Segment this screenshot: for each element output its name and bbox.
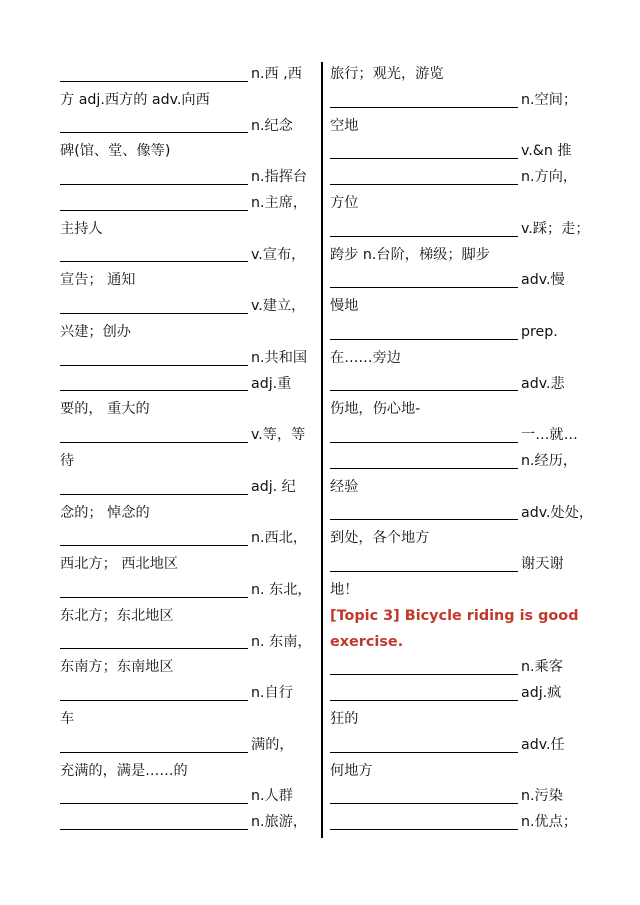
fill-in-row bbox=[330, 552, 596, 578]
definition-continuation bbox=[60, 139, 318, 165]
fill-in-row bbox=[60, 733, 318, 759]
definition-text: 慢地 bbox=[330, 298, 359, 315]
definition-text: n. 东北， bbox=[251, 581, 312, 598]
definition-text: 谢天谢 bbox=[521, 556, 564, 573]
definition-text: n.自行 bbox=[251, 685, 293, 702]
definition-continuation bbox=[60, 759, 318, 785]
definition-text: 方位 bbox=[330, 194, 359, 211]
definition-text: prep. bbox=[521, 323, 558, 340]
definition-text: 宣告； 通知 bbox=[60, 272, 136, 289]
fill-in-row bbox=[330, 320, 596, 346]
definition-text: adv.任 bbox=[521, 736, 565, 753]
answer-blank[interactable] bbox=[60, 390, 248, 391]
answer-blank[interactable] bbox=[60, 210, 248, 211]
column-divider bbox=[321, 62, 323, 838]
definition-continuation bbox=[330, 759, 596, 785]
answer-blank[interactable] bbox=[330, 829, 518, 830]
definition-continuation bbox=[330, 707, 596, 733]
fill-in-row bbox=[330, 372, 596, 398]
definition-text: 念的； 悼念的 bbox=[60, 504, 150, 521]
definition-continuation bbox=[60, 501, 318, 527]
definition-continuation bbox=[330, 578, 596, 604]
fill-in-row bbox=[330, 139, 596, 165]
fill-in-row bbox=[60, 346, 318, 372]
definition-text: 东南方；东南地区 bbox=[60, 659, 174, 676]
fill-in-row bbox=[330, 733, 596, 759]
definition-text: 地！ bbox=[330, 581, 359, 598]
answer-blank[interactable] bbox=[330, 287, 518, 288]
answer-blank[interactable] bbox=[60, 365, 248, 366]
answer-blank[interactable] bbox=[60, 184, 248, 185]
fill-in-row bbox=[60, 62, 318, 88]
definition-text: n.旅游， bbox=[251, 814, 308, 831]
fill-in-row bbox=[60, 423, 318, 449]
definition-text: n.主席， bbox=[251, 194, 308, 211]
fill-in-row bbox=[60, 784, 318, 810]
fill-in-row bbox=[330, 810, 596, 836]
definition-text: 在……旁边 bbox=[330, 349, 401, 366]
definition-text: adj.重 bbox=[251, 375, 292, 392]
answer-blank[interactable] bbox=[60, 597, 248, 598]
definition-text: 何地方 bbox=[330, 762, 373, 779]
definition-text: n.方向， bbox=[521, 169, 578, 186]
answer-blank[interactable] bbox=[60, 803, 248, 804]
fill-in-row bbox=[60, 243, 318, 269]
definition-text: n.污染 bbox=[521, 788, 563, 805]
definition-continuation bbox=[60, 217, 318, 243]
definition-text: v.等，等 bbox=[251, 427, 306, 444]
definition-text: n.空间； bbox=[521, 91, 578, 108]
definition-text: n.西北， bbox=[251, 530, 308, 547]
fill-in-row bbox=[60, 630, 318, 656]
definition-continuation bbox=[330, 397, 596, 423]
definition-continuation bbox=[330, 526, 596, 552]
definition-text: v.&n 推 bbox=[521, 143, 572, 160]
fill-in-row bbox=[60, 191, 318, 217]
definition-continuation bbox=[330, 346, 596, 372]
fill-in-row bbox=[330, 423, 596, 449]
answer-blank[interactable] bbox=[330, 803, 518, 804]
definition-text: n.指挥台 bbox=[251, 169, 308, 186]
answer-blank[interactable] bbox=[60, 829, 248, 830]
definition-text: adv.悲 bbox=[521, 375, 565, 392]
definition-text: 到处，各个地方 bbox=[330, 530, 430, 547]
definition-continuation bbox=[330, 294, 596, 320]
answer-blank[interactable] bbox=[330, 519, 518, 520]
right-column bbox=[330, 62, 596, 836]
definition-text: 一…就… bbox=[521, 427, 578, 444]
definition-text: 西北方； 西北地区 bbox=[60, 556, 179, 573]
definition-text: 东北方；东北地区 bbox=[60, 607, 174, 624]
definition-continuation bbox=[60, 552, 318, 578]
definition-continuation bbox=[330, 114, 596, 140]
definition-text: 碑(馆、堂、像等) bbox=[60, 143, 171, 160]
definition-text: v.踩；走； bbox=[521, 220, 590, 237]
fill-in-row bbox=[60, 578, 318, 604]
definition-text: 狂的 bbox=[330, 710, 359, 727]
definition-text: v.宣布， bbox=[251, 246, 306, 263]
fill-in-row bbox=[60, 681, 318, 707]
definition-continuation bbox=[60, 88, 318, 114]
definition-text: adv.处处， bbox=[521, 504, 594, 521]
definition-text: 主持人 bbox=[60, 220, 103, 237]
fill-in-row bbox=[330, 449, 596, 475]
fill-in-row bbox=[60, 165, 318, 191]
definition-continuation bbox=[60, 655, 318, 681]
definition-text: 兴建；创办 bbox=[60, 323, 131, 340]
fill-in-row bbox=[330, 268, 596, 294]
definition-text: 旅行；观光，游览 bbox=[330, 66, 444, 82]
answer-blank[interactable] bbox=[60, 442, 248, 443]
definition-text: n.经历， bbox=[521, 452, 578, 469]
fill-in-row bbox=[60, 294, 318, 320]
definition-text: n.优点； bbox=[521, 814, 578, 831]
answer-blank[interactable] bbox=[60, 700, 248, 701]
definition-continuation bbox=[60, 707, 318, 733]
answer-blank[interactable] bbox=[330, 468, 518, 469]
definition-text: n.乘客 bbox=[521, 659, 563, 676]
answer-blank[interactable] bbox=[330, 700, 518, 701]
definition-text: 满的， bbox=[251, 736, 294, 753]
definition-text: 方 adj.西方的 adv.向西 bbox=[60, 91, 210, 108]
definition-continuation bbox=[330, 62, 596, 88]
answer-blank[interactable] bbox=[330, 339, 518, 340]
answer-blank[interactable] bbox=[60, 648, 248, 649]
fill-in-row bbox=[330, 784, 596, 810]
answer-blank[interactable] bbox=[60, 81, 248, 82]
definition-text: 要的， 重大的 bbox=[60, 401, 150, 418]
definition-text: n.共和国 bbox=[251, 349, 308, 366]
definition-text: 待 bbox=[60, 452, 75, 469]
answer-blank[interactable] bbox=[60, 752, 248, 753]
definition-continuation bbox=[330, 475, 596, 501]
definition-text: 空地 bbox=[330, 117, 359, 134]
definition-text: 充满的，满是……的 bbox=[60, 762, 188, 779]
answer-blank[interactable] bbox=[60, 313, 248, 314]
definition-text: adj. 纪 bbox=[251, 478, 296, 495]
definition-text: 经验 bbox=[330, 478, 359, 495]
definition-continuation bbox=[60, 604, 318, 630]
answer-blank[interactable] bbox=[330, 236, 518, 237]
answer-blank[interactable] bbox=[60, 261, 248, 262]
definition-text: n.西 ,西 bbox=[251, 66, 302, 82]
fill-in-row bbox=[60, 114, 318, 140]
definition-text: 车 bbox=[60, 710, 75, 727]
fill-in-row bbox=[330, 165, 596, 191]
definition-continuation bbox=[330, 243, 596, 269]
answer-blank[interactable] bbox=[330, 184, 518, 185]
answer-blank[interactable] bbox=[330, 752, 518, 753]
fill-in-row bbox=[60, 372, 318, 398]
answer-blank[interactable] bbox=[330, 442, 518, 443]
left-column bbox=[60, 62, 318, 836]
definition-continuation bbox=[60, 268, 318, 294]
answer-blank[interactable] bbox=[330, 158, 518, 159]
fill-in-row bbox=[330, 88, 596, 114]
definition-text: 跨步 n.台阶，梯级；脚步 bbox=[330, 246, 490, 263]
fill-in-row bbox=[330, 501, 596, 527]
definition-continuation bbox=[60, 397, 318, 423]
definition-continuation bbox=[330, 191, 596, 217]
answer-blank[interactable] bbox=[330, 107, 518, 108]
definition-text: n. 东南， bbox=[251, 633, 312, 650]
definition-text: n.人群 bbox=[251, 788, 293, 805]
definition-text: 伤地，伤心地- bbox=[330, 401, 421, 418]
definition-text: n.纪念 bbox=[251, 117, 293, 134]
fill-in-row bbox=[330, 217, 596, 243]
fill-in-row bbox=[60, 475, 318, 501]
fill-in-row bbox=[60, 810, 318, 836]
answer-blank[interactable] bbox=[60, 494, 248, 495]
topic-heading: exercise. bbox=[330, 633, 404, 650]
fill-in-row bbox=[330, 655, 596, 681]
answer-blank[interactable] bbox=[60, 545, 248, 546]
fill-in-row bbox=[60, 526, 318, 552]
answer-blank[interactable] bbox=[60, 132, 248, 133]
topic-heading: [Topic 3] Bicycle riding is good bbox=[330, 607, 579, 624]
answer-blank[interactable] bbox=[330, 390, 518, 391]
definition-continuation bbox=[60, 449, 318, 475]
answer-blank[interactable] bbox=[330, 674, 518, 675]
definition-text: adj.疯 bbox=[521, 685, 562, 702]
fill-in-row bbox=[330, 681, 596, 707]
answer-blank[interactable] bbox=[330, 571, 518, 572]
definition-text: v.建立， bbox=[251, 298, 306, 315]
definition-continuation bbox=[60, 320, 318, 346]
definition-text: adv.慢 bbox=[521, 272, 565, 289]
